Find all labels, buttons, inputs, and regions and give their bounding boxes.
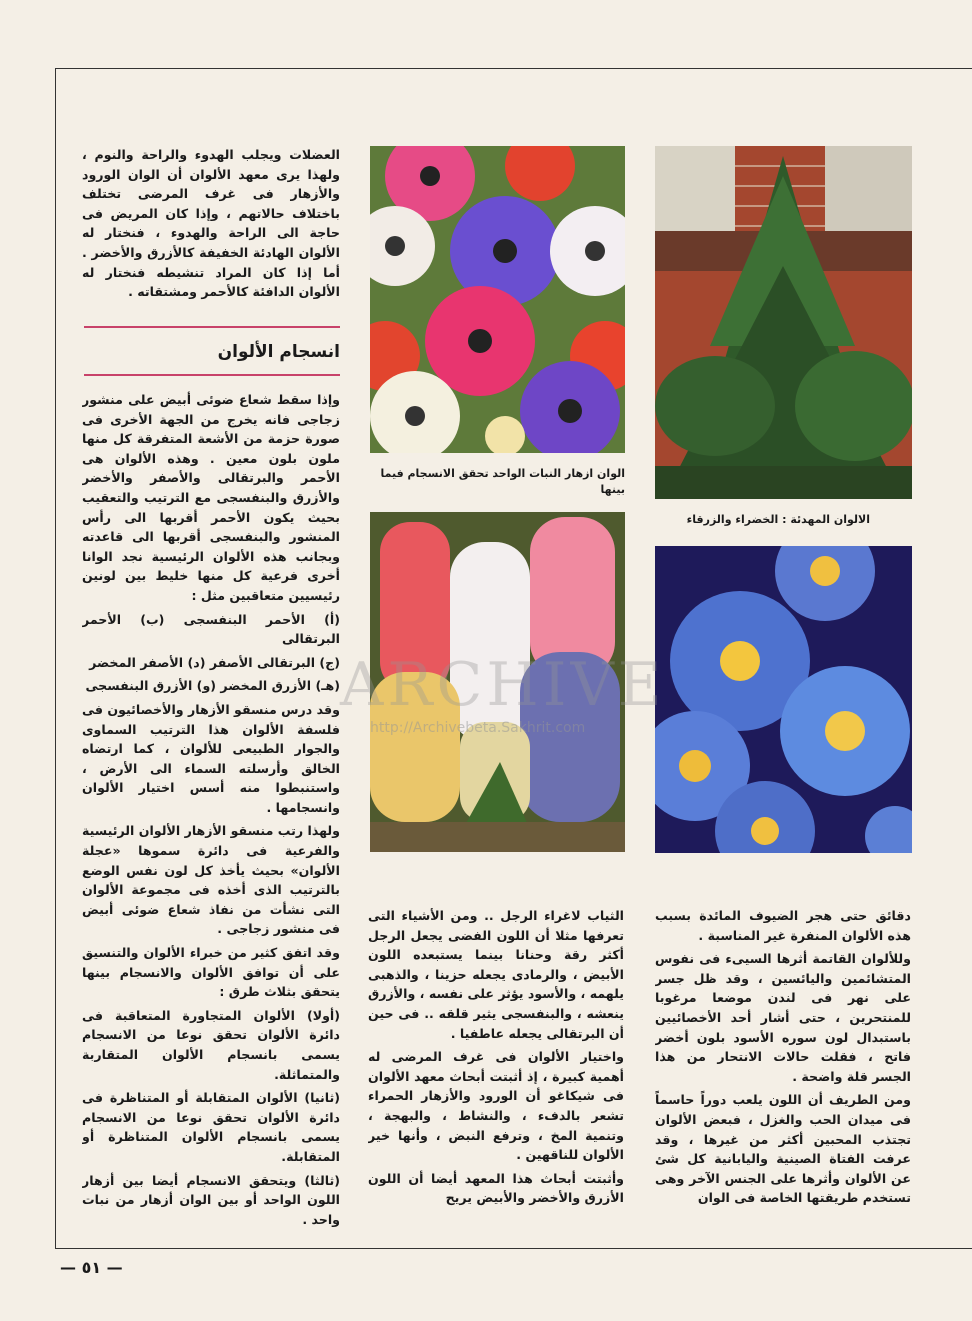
paragraph: وأثبتت أبحاث هذا المعهد أيضا أن اللون الأزرق والأخضر والأبيض يريح (368, 1170, 624, 1206)
photo-evergreen-tree (655, 146, 912, 499)
page-frame-bottom (55, 1248, 972, 1249)
caption-tree: الالوان المهدئة : الخضراء والزرقاء (686, 513, 870, 526)
paragraph: الثياب لاغراء الرجل .. ومن الأشياء التى تعرفها مثلا أن اللون الفضى يجعل الرجل أكثر رقة وحنانا بينما يستبعده اللون الأبيض ، والرمادى يجعله حزينا ، والذهبى يلهمه ، والأسود يؤثر على نفسه ، والأزرق ينعشه ، والبنفسجى يثير قلقه .. فى حين أن البرتقالى يجعله عاطفيا . (368, 908, 624, 1041)
page-frame-top (55, 68, 972, 69)
paragraph: وقد اتفق كثير من خبراء الألوان والتنسيق على أن توافق الألوان والانسجام بينها يتحقق بثلاث طرق : (82, 945, 340, 1000)
paragraph: (ج) البرتقالى الأصفر (د) الأصفر المخضر (89, 654, 340, 670)
column-right-bottom-text (82, 390, 340, 1235)
paragraph: (أ) الأحمر البنفسجى (ب) الأحمر البرتقالى (82, 611, 340, 647)
paragraph: دقائق حتى هجر الضيوف المائدة بسبب هذه الألوان المنفرة غير المناسبة . (655, 908, 911, 943)
photo-anemones (370, 146, 625, 453)
paragraph: واختيار الألوان فى غرف المرضى له أهمية كبيرة ، إذ أثبتت أبحاث معهد الألوان فى شيكاغو أن الورود والأزهار الحمراء تشعر بالدفء ، والنشاط ، والبهجة ، وتنمية المخ ، وترفع النبض ، وأنها خير الألوان للناقهين . (368, 1049, 624, 1163)
paragraph: (ثانيا) الألوان المتقابلة أو المتناظرة فى دائرة الألوان تحقق نوعا من الانسجام يسمى بانسجام الألوان المتناظرة أو المتقابلة. (82, 1090, 340, 1164)
page-number: — ٥١ — (60, 1258, 123, 1277)
heading-rule-bottom (84, 374, 340, 376)
paragraph: (ثالثا) ويتحقق الانسجام أيضا بين أزهار اللون الواحد أو بين الوان أزهار من نبات واحد . (82, 1172, 340, 1227)
paragraph: ولهذا رتب منسقو الأزهار الألوان الرئيسية والفرعية فى دائرة سموها «عجلة الألوان» بحيث يأخذ كل لون نفس الوضع بالترتيب الذى أخذه فى مجموعة الألوان التى نشأت من نفاذ شعاع ضوئى أبيض فى منشور زجاجى . (82, 823, 340, 937)
watermark-url: http://Archivebeta.Sakhrit.com (370, 720, 586, 736)
section-heading: انسجام الألوان (217, 342, 340, 362)
paragraph: ومن الطريف أن اللون يلعب دوراً حاسماً فى ميدان الحب والغزل ، فبعض الألوان تجتذب المحبين أكثر من غيرها ، وقد عرفت الفتاة الصينية واليابانية كل شئ عن الألوان وأثرها على الجنس الآخر وهى تستخدم طريقتها الخاصة فى الوان (655, 1092, 911, 1206)
paragraph: (هـ) الأزرق المخضر (و) الأزرق البنفسجى (85, 678, 340, 694)
paragraph: وإذا سقط شعاع ضوئى أبيض على منشور زجاجى فانه يخرج من الجهة الأخرى فى صورة حزمة من الأشعة المتفرقة كل منها ملون بلون معين . وهذه الألوان هى الأحمر والبرتقالى والأصفر والأخضر والأزرق والبنفسجى مع الترتيب والتعقيب بحيث يكون الأحمر أقربها الى رأس المنشور والبنفسجى أقربها الى قاعدته وبجانب هذه الألوان الرئيسية نجد الوانا أخرى فرعية كل منها خليط بين لونين رئيسيين متعاقبين مثل : (82, 392, 340, 603)
watermark-logo: ARCHIVE (340, 650, 666, 720)
column-right-top-text (82, 145, 340, 306)
paragraph: العضلات ويجلب الهدوء والراحة والنوم ، ولهذا يرى معهد الألوان أن الوان الورود والأزهار فى غرف المرضى تختلف باختلاف حالاتهم ، وإذا كان المريض فى حاجة الى الراحة والهدوء ، فنختار له الألوان الهادئة الخفيفة كالأزرق والأخضر . أما إذا كان المراد تنشيطه فنختار له الألوان الدافئة كالأحمر ومشتقاته . (82, 147, 340, 300)
column-left-bottom-text (655, 906, 911, 1231)
caption-anemones: الوان ازهار النبات الواحد تحقق الانسجام فيما بينها (380, 467, 625, 496)
page-frame-left (55, 68, 56, 1248)
heading-rule-top (84, 326, 340, 328)
paragraph: (أولا) الألوان المتجاورة المتعاقبة فى دائرة الألوان تحقق نوعا من الانسجام يسمى بانسجام الألوان المتقاربة والمتماثلة. (82, 1007, 340, 1082)
paragraph: وللألوان القاتمة أثرها السيىء فى نفوس المتشائمين واليائسين ، وقد ظل جسر على نهر فى لندن موضعا مرغوبا للمنتحرين ، حتى أشار أحد الأخصائيين باستبدال لون سوره الأسود بلون أخضر فاتح ، فقلت حالات الانتحار من هذا الجسر قلة واضحة . (655, 951, 911, 1084)
paragraph: وقد درس منسقو الأزهار والأخصائيون فى فلسفة الألوان هذا الترتيب السماوى والجوار الطبيعى للألوان ، كما ارتضاه الخالق وأرسلته السماء الى الأرض ، واستنبطوا منه أسس اختيار الألوان وانسجامها . (82, 701, 340, 815)
column-middle-bottom-text (368, 906, 624, 1231)
photo-blue-daisies (655, 546, 912, 853)
